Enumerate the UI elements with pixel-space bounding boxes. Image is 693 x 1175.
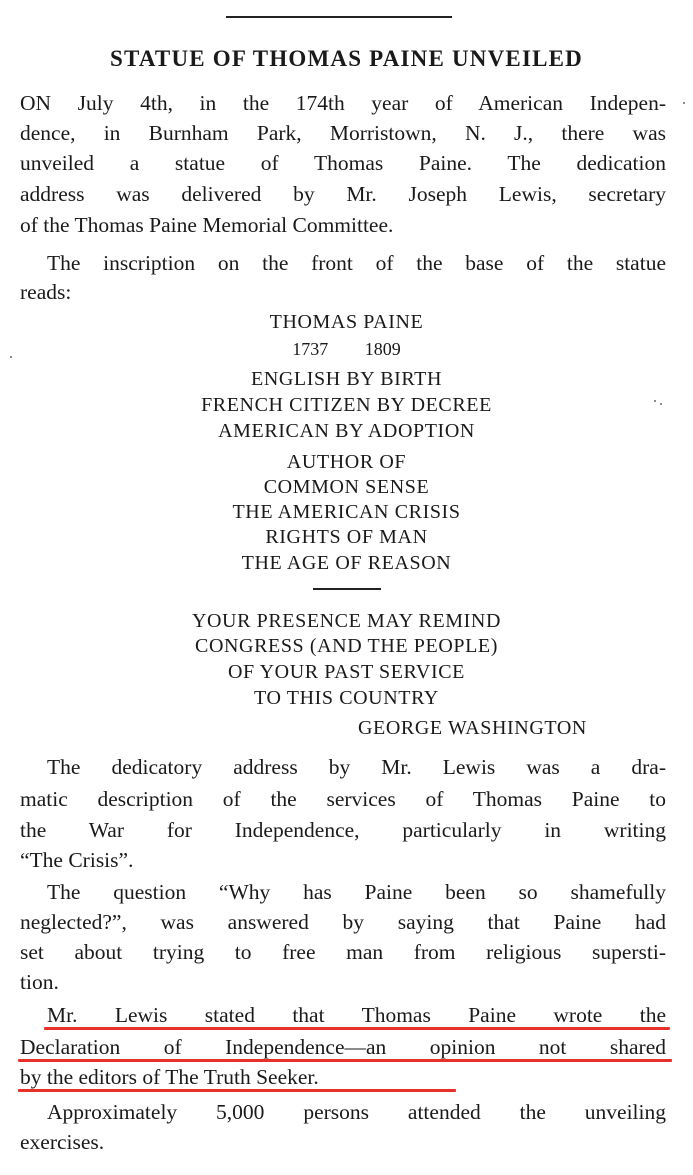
paragraph-5-line-1: Mr. Lewis stated that Thomas Paine wrote the [47, 1003, 666, 1027]
red-underline-1 [44, 1027, 670, 1030]
paragraph-4-line-3: set about trying to free man from religious supersti- [20, 940, 666, 964]
paragraph-3-line-3: the War for Independence, particularly in writing [20, 818, 666, 842]
inscription-name: THOMAS PAINE [269, 311, 424, 333]
paragraph-3-line-2: matic description of the services of Thomas Paine to [20, 787, 666, 811]
scan-speck [654, 400, 656, 402]
paragraph-6-line-1: Approximately 5,000 persons attended the unveiling [47, 1100, 666, 1124]
paragraph-4-line-2: neglected?”, was answered by saying that Paine had [20, 910, 666, 934]
paragraph-5-line-2: Declaration of Independence—an opinion not shared [20, 1035, 666, 1059]
paragraph-1-line-4: address was delivered by Mr. Joseph Lewis, secretary [20, 182, 666, 206]
inscription-block2-line-5: THE AGE OF REASON [241, 552, 452, 574]
paragraph-1-line-1: ON July 4th, in the 174th year of American Indepen- [20, 91, 666, 115]
paragraph-6-line-2: exercises. [20, 1130, 105, 1154]
inscription-quote-line-2: CONGRESS (AND THE PEOPLE) [195, 635, 498, 657]
top-rule [226, 16, 452, 18]
inscription-block2-line-1: AUTHOR OF [286, 451, 407, 473]
paragraph-4-line-1: The question “Why has Paine been so shamefully [47, 880, 666, 904]
inscription-block1-line-3: AMERICAN BY ADOPTION [218, 420, 475, 442]
red-underline-3 [18, 1089, 456, 1092]
inscription-block2-line-2: COMMON SENSE [263, 476, 430, 498]
inscription-block1-line-2: FRENCH CITIZEN BY DECREE [201, 394, 492, 416]
paragraph-1-line-3: unveiled a statue of Thomas Paine. The dedication [20, 151, 666, 175]
paragraph-1-line-2: dence, in Burnham Park, Morristown, N. J., there was [20, 121, 666, 145]
paragraph-2-line-2: reads: [20, 280, 72, 304]
inscription-quote-line-3: OF YOUR PAST SERVICE [228, 661, 465, 683]
section-rule [313, 588, 381, 590]
inscription-block2-line-4: RIGHTS OF MAN [265, 526, 428, 548]
paragraph-2-line-1: The inscription on the front of the base of the statue [47, 251, 666, 275]
inscription-signer: GEORGE WASHINGTON [358, 717, 587, 739]
inscription-quote-line-4: TO THIS COUNTRY [254, 687, 439, 709]
scan-speck [10, 356, 12, 358]
inscription-years [0, 337, 693, 361]
scan-speck [660, 403, 662, 405]
article-title: STATUE OF THOMAS PAINE UNVEILED [110, 46, 583, 71]
scan-speck [683, 102, 685, 104]
paragraph-3-line-1: The dedicatory address by Mr. Lewis was a dra- [47, 755, 666, 779]
paragraph-3-line-4: “The Crisis”. [20, 848, 134, 872]
inscription-block2-line-3: THE AMERICAN CRISIS [232, 501, 461, 523]
paragraph-5-line-3: by the editors of The Truth Seeker. [20, 1065, 319, 1089]
paragraph-4-line-4: tion. [20, 970, 59, 994]
paragraph-1-line-5: of the Thomas Paine Memorial Committee. [20, 213, 394, 237]
inscription-death-year: 1809 [364, 339, 401, 359]
inscription-birth-year: 1737 [292, 339, 329, 359]
inscription-block1-line-1: ENGLISH BY BIRTH [251, 368, 442, 390]
inscription-quote-line-1: YOUR PRESENCE MAY REMIND [191, 610, 502, 632]
